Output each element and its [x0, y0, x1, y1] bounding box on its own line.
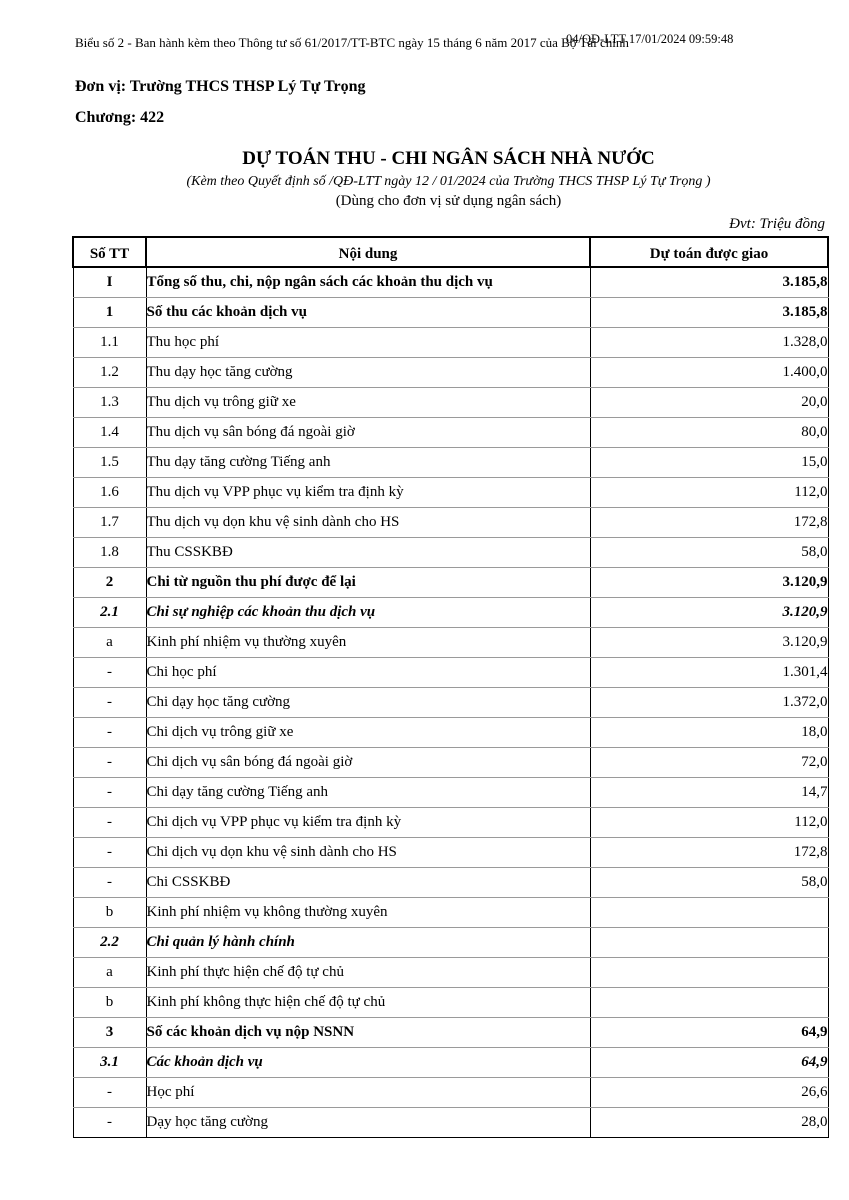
table-row — [73, 898, 828, 928]
row-no: I — [73, 267, 146, 298]
row-content: Kinh phí nhiệm vụ thường xuyên — [146, 628, 590, 658]
row-no: a — [73, 958, 146, 988]
row-content: Thu dịch vụ dọn khu vệ sinh dành cho HS — [146, 508, 590, 538]
row-no: - — [73, 748, 146, 778]
row-amount — [590, 898, 828, 928]
row-content: Chi học phí — [146, 658, 590, 688]
header-no: Số TT — [73, 237, 146, 267]
row-amount: 3.120,9 — [590, 598, 828, 628]
table-row — [73, 868, 828, 898]
table-row — [73, 1018, 828, 1048]
row-amount: 3.120,9 — [590, 568, 828, 598]
budget-table — [72, 236, 829, 1138]
document-stamp: 04/QĐ-LTT 17/01/2024 09:59:48 — [566, 32, 734, 46]
table-row — [73, 928, 828, 958]
usage-note: (Dùng cho đơn vị sử dụng ngân sách) — [335, 193, 562, 209]
row-no: - — [73, 838, 146, 868]
row-no: b — [73, 898, 146, 928]
table-row — [73, 298, 828, 328]
row-content: Kinh phí thực hiện chế độ tự chủ — [146, 958, 590, 988]
table-row — [73, 688, 828, 718]
row-amount: 64,9 — [590, 1048, 828, 1078]
table-row — [73, 658, 828, 688]
header-amount: Dự toán được giao — [590, 237, 828, 267]
row-content: Thu dịch vụ trông giữ xe — [146, 388, 590, 418]
form-reference-note: Biểu số 2 - Ban hành kèm theo Thông tư số 61/2017/TT-BTC ngày 15 tháng 6 năm 2017 của Bộ Tài chính — [75, 35, 629, 50]
row-no: 2.2 — [73, 928, 146, 958]
row-content: Thu dạy học tăng cường — [146, 358, 590, 388]
table-row — [73, 808, 828, 838]
table-header-row — [73, 237, 828, 267]
row-content: Thu dạy tăng cường Tiếng anh — [146, 448, 590, 478]
row-no: 1.1 — [73, 328, 146, 358]
row-no: 3.1 — [73, 1048, 146, 1078]
row-amount: 1.301,4 — [590, 658, 828, 688]
table-row — [73, 328, 828, 358]
table-row — [73, 358, 828, 388]
table-row — [73, 568, 828, 598]
row-content: Thu dịch vụ sân bóng đá ngoài giờ — [146, 418, 590, 448]
currency-unit-note: Đvt: Triệu đồng — [729, 216, 825, 232]
row-amount: 172,8 — [590, 838, 828, 868]
row-no: 1.7 — [73, 508, 146, 538]
table-row — [73, 598, 828, 628]
row-amount: 1.372,0 — [590, 688, 828, 718]
table-row — [73, 1108, 828, 1138]
row-amount: 3.185,8 — [590, 267, 828, 298]
chapter-code: Chương: 422 — [75, 109, 165, 126]
row-content: Chi dịch vụ VPP phục vụ kiểm tra định kỳ — [146, 808, 590, 838]
table-row — [73, 538, 828, 568]
row-content: Chi CSSKBĐ — [146, 868, 590, 898]
row-no: 2.1 — [73, 598, 146, 628]
table-row — [73, 418, 828, 448]
table-row — [73, 718, 828, 748]
row-content: Tổng số thu, chi, nộp ngân sách các khoản thu dịch vụ — [146, 267, 590, 298]
row-no: a — [73, 628, 146, 658]
row-content: Chi dạy tăng cường Tiếng anh — [146, 778, 590, 808]
row-amount — [590, 958, 828, 988]
unit-name: Đơn vị: Trường THCS THSP Lý Tự Trọng — [75, 78, 366, 95]
row-content: Thu CSSKBĐ — [146, 538, 590, 568]
row-no: - — [73, 658, 146, 688]
table-row — [73, 628, 828, 658]
row-amount — [590, 988, 828, 1018]
row-content: Học phí — [146, 1078, 590, 1108]
table-row — [73, 1048, 828, 1078]
row-no: - — [73, 1078, 146, 1108]
table-row — [73, 958, 828, 988]
row-amount: 3.185,8 — [590, 298, 828, 328]
row-no: 1.3 — [73, 388, 146, 418]
row-no: - — [73, 778, 146, 808]
row-content: Số các khoản dịch vụ nộp NSNN — [146, 1018, 590, 1048]
row-amount: 15,0 — [590, 448, 828, 478]
table-row — [73, 267, 828, 298]
row-no: 1.6 — [73, 478, 146, 508]
row-content: Kinh phí nhiệm vụ không thường xuyên — [146, 898, 590, 928]
row-amount: 112,0 — [590, 808, 828, 838]
row-amount: 112,0 — [590, 478, 828, 508]
row-amount: 58,0 — [590, 868, 828, 898]
row-no: - — [73, 1108, 146, 1138]
document-subtitle: (Kèm theo Quyết định số /QĐ-LTT ngày 12 / 01/2024 của Trường THCS THSP Lý Tự Trọng ) — [186, 174, 711, 189]
row-amount: 172,8 — [590, 508, 828, 538]
row-no: - — [73, 718, 146, 748]
row-content: Chi từ nguồn thu phí được để lại — [146, 568, 590, 598]
row-amount: 18,0 — [590, 718, 828, 748]
table-row — [73, 748, 828, 778]
row-content: Kinh phí không thực hiện chế độ tự chủ — [146, 988, 590, 1018]
row-no: 3 — [73, 1018, 146, 1048]
row-content: Chi dạy học tăng cường — [146, 688, 590, 718]
row-no: - — [73, 808, 146, 838]
row-content: Chi sự nghiệp các khoản thu dịch vụ — [146, 598, 590, 628]
row-content: Thu học phí — [146, 328, 590, 358]
table-row — [73, 478, 828, 508]
table-row — [73, 508, 828, 538]
row-content: Chi quản lý hành chính — [146, 928, 590, 958]
table-row — [73, 388, 828, 418]
table-row — [73, 1078, 828, 1108]
row-content: Thu dịch vụ VPP phục vụ kiểm tra định kỳ — [146, 478, 590, 508]
row-no: 1.5 — [73, 448, 146, 478]
row-amount: 1.400,0 — [590, 358, 828, 388]
row-amount: 28,0 — [590, 1108, 828, 1138]
document-title: DỰ TOÁN THU - CHI NGÂN SÁCH NHÀ NƯỚC — [242, 148, 655, 169]
row-content: Các khoản dịch vụ — [146, 1048, 590, 1078]
row-content: Chi dịch vụ trông giữ xe — [146, 718, 590, 748]
row-amount: 1.328,0 — [590, 328, 828, 358]
row-amount: 20,0 — [590, 388, 828, 418]
row-content: Chi dịch vụ dọn khu vệ sinh dành cho HS — [146, 838, 590, 868]
header-content: Nội dung — [146, 237, 590, 267]
row-amount: 3.120,9 — [590, 628, 828, 658]
table-row — [73, 448, 828, 478]
row-no: 1 — [73, 298, 146, 328]
row-no: - — [73, 688, 146, 718]
row-no: - — [73, 868, 146, 898]
row-content: Dạy học tăng cường — [146, 1108, 590, 1138]
table-row — [73, 988, 828, 1018]
row-content: Số thu các khoản dịch vụ — [146, 298, 590, 328]
row-amount — [590, 928, 828, 958]
table-row — [73, 778, 828, 808]
row-no: 1.2 — [73, 358, 146, 388]
row-no: 2 — [73, 568, 146, 598]
row-content: Chi dịch vụ sân bóng đá ngoài giờ — [146, 748, 590, 778]
row-no: b — [73, 988, 146, 1018]
row-amount: 64,9 — [590, 1018, 828, 1048]
table-row — [73, 838, 828, 868]
row-no: 1.8 — [73, 538, 146, 568]
row-amount: 14,7 — [590, 778, 828, 808]
row-amount: 72,0 — [590, 748, 828, 778]
row-amount: 80,0 — [590, 418, 828, 448]
row-amount: 58,0 — [590, 538, 828, 568]
row-amount: 26,6 — [590, 1078, 828, 1108]
row-no: 1.4 — [73, 418, 146, 448]
